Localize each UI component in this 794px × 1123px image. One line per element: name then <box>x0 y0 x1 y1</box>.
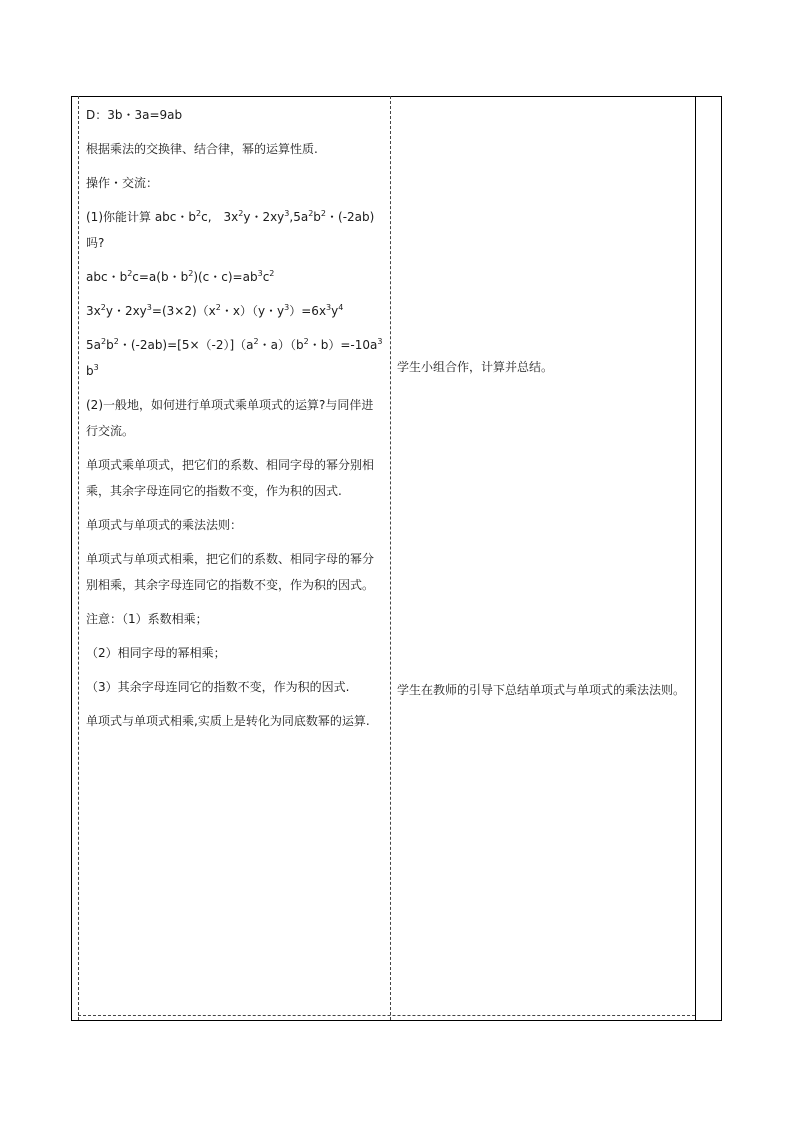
rule-text: 单项式与单项式相乘，把它们的系数、相同字母的幂分别相乘，其余字母连同它的指数不变，作为积的因式。 <box>86 552 375 592</box>
equation-2 <box>86 298 384 324</box>
eq3-exponent: 3 <box>377 337 383 346</box>
q1-exponent: 2 <box>308 209 314 218</box>
q1-part: c, 3x <box>201 210 239 224</box>
eq2-part: =(3×2)（x <box>151 304 216 318</box>
eq1-exponent: 2 <box>188 269 194 278</box>
eq3-exponent: 2 <box>113 337 119 346</box>
eq1-exponent: 2 <box>127 269 133 278</box>
rule-title: 单项式与单项式的乘法法则： <box>86 518 243 532</box>
essence-text: 单项式与单项式相乘,实质上是转化为同底数幂的运算. <box>86 714 370 728</box>
question-2: (2)一般地，如何进行单项式乘单项式的运算?与同伴进行交流。 <box>86 398 374 438</box>
teaching-content-column <box>86 102 384 742</box>
eq1-exponent: 2 <box>269 269 275 278</box>
note-1: 注意：（1）系数相乘； <box>86 612 208 626</box>
cell-bottom-dashed <box>78 1015 695 1016</box>
q1-part: (1)你能计算 abc・b <box>86 210 196 224</box>
eq1-part: abc・b <box>86 270 128 284</box>
note-3: （3）其余字母连同它的指数不变，作为积的因式. <box>86 680 350 694</box>
equation-1 <box>86 264 384 290</box>
eq2-exponent: 3 <box>326 303 332 312</box>
answer-text: 单项式乘单项式，把它们的系数、相同字母的幂分别相乘，其余字母连同它的指数不变，作为积的因式. <box>86 458 375 498</box>
student-activity-1: 学生小组合作，计算并总结。 <box>397 360 554 374</box>
student-activity-column <box>397 354 685 388</box>
eq2-part: ）=6x <box>289 304 327 318</box>
eq3-exponent: 2 <box>253 337 259 346</box>
q1-part: ・(-2ab) 吗? <box>86 210 375 250</box>
equation-3 <box>86 332 384 384</box>
column-divider-dashed <box>390 96 391 1020</box>
eq2-part: ・x）（y・y <box>220 304 285 318</box>
frame-left-border <box>71 96 72 1021</box>
operate-title: 操作・交流： <box>86 176 159 190</box>
eq2-exponent: 3 <box>284 303 290 312</box>
eq2-exponent: 2 <box>215 303 221 312</box>
basis-text: 根据乘法的交换律、结合律，幂的运算性质. <box>86 142 318 156</box>
q1-exponent: 3 <box>284 209 290 218</box>
q1-exponent: 2 <box>320 209 327 218</box>
eq1-part: )(c・c)=ab <box>193 270 258 284</box>
q1-part: y・2xy <box>243 210 285 224</box>
q1-part: ,5a <box>289 210 309 224</box>
eq2-exponent: 3 <box>146 303 152 312</box>
eq3-exponent: 2 <box>101 337 107 346</box>
frame-bottom-border <box>71 1020 722 1021</box>
eq2-part: 3x <box>86 304 101 318</box>
eq2-exponent: 4 <box>338 303 344 312</box>
eq2-part: y <box>331 304 339 318</box>
frame-inner-right-border <box>695 96 696 1021</box>
eq3-part: ・a）（b <box>258 338 304 352</box>
question-1 <box>86 204 384 256</box>
student-activity-2: 学生在教师的引导下总结单项式与单项式的乘法法则。 <box>397 683 686 697</box>
eq1-part: c <box>262 270 270 284</box>
eq3-part: ・(-2ab)=[5×（-2）]（a <box>118 338 254 352</box>
eq3-part: 5a <box>86 338 101 352</box>
eq1-exponent: 3 <box>257 269 263 278</box>
cell-left-dashed <box>78 96 79 1020</box>
eq3-exponent: 3 <box>93 363 99 372</box>
eq1-part: c=a(b・b <box>132 270 189 284</box>
eq3-part: b <box>86 364 94 378</box>
eq3-part: ・b）=-10a <box>308 338 378 352</box>
frame-top-border <box>71 96 722 97</box>
eq3-exponent: 2 <box>303 337 309 346</box>
note-2: （2）相同字母的幂相乘； <box>86 646 226 660</box>
q1-part: b <box>313 210 321 224</box>
student-activity-column-2 <box>397 677 685 711</box>
q1-exponent: 2 <box>196 209 202 218</box>
q1-exponent: 2 <box>238 209 244 218</box>
option-d: D：3b・3a=9ab <box>86 108 183 122</box>
eq3-part: b <box>106 338 114 352</box>
eq2-exponent: 2 <box>100 303 106 312</box>
frame-right-border <box>721 96 722 1021</box>
eq2-part: y・2xy <box>105 304 147 318</box>
